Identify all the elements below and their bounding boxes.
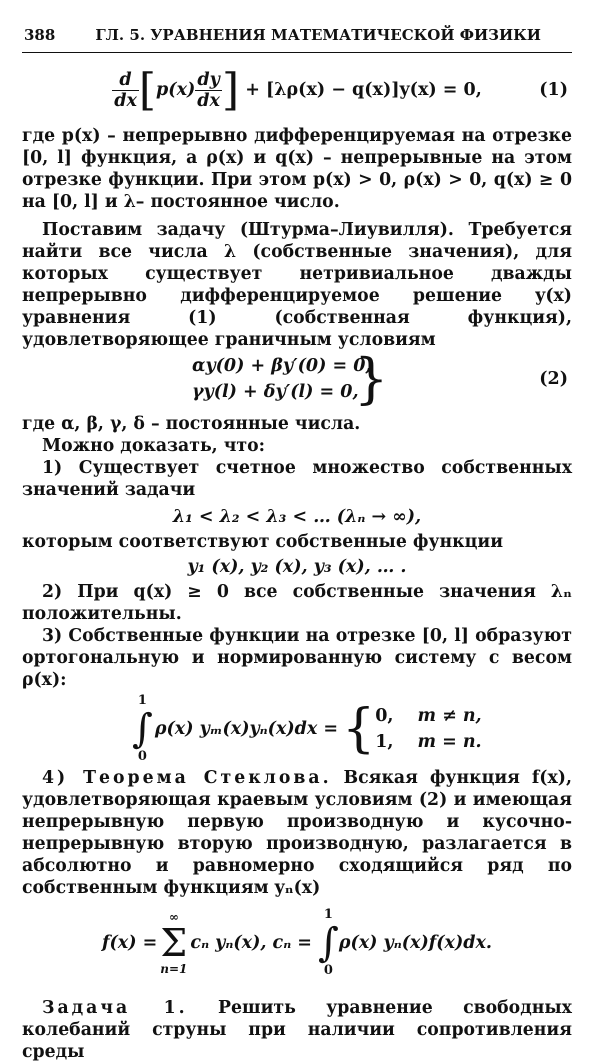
coefficient-integrand: ρ(x) yₙ(x)f(x)dx. (338, 933, 493, 953)
eigenfunction-sequence: y₁ (x), y₂ (x), y₃ (x), … . (187, 557, 407, 577)
series-equation (22, 903, 572, 981)
task-label: Задача 1. (42, 998, 188, 1018)
orth-cases: 0, m ≠ n, 1, m = n. (375, 706, 482, 752)
boundary-conditions (192, 353, 371, 405)
task-text: Решить уравнение свободных колебаний струны при наличии сопротивления среды (22, 998, 572, 1062)
steklov-theorem-label: 4) Теорема Стеклова. (42, 768, 332, 788)
eq1-label: (1) (539, 80, 568, 100)
item-3: 3) Собственные функции на отрезке [0, l] образуют ортогональную и нормированную систему с весом ρ(x): (22, 626, 572, 690)
eq1-dy-dx: $\frac{dy}{dx}$ (197, 70, 220, 111)
eq1-d-dx: $\frac{d}{dx}$ (114, 70, 137, 111)
eigenvalue-sequence: λ₁ < λ₂ < λ₃ < … (λₙ → ∞), (172, 507, 422, 527)
series-term: cₙ yₙ(x), cₙ = (190, 933, 312, 953)
paragraph-constants: где α, β, γ, δ – постоянные числа. (22, 414, 361, 434)
orthogonality-equation: 1 ∫ 0 ρ(x) yₘ(x)yₙ(x)dx = { 0, m ≠ n, 1, m = n. (132, 693, 482, 764)
item-1-continued: которым соответствуют собственные функции (22, 532, 504, 552)
equation-1: $\frac{d}{dx}$ [p(x) $\frac{dy}{dx}$ ] + [λρ(x) − q(x)]y(x) = 0, (1) (22, 61, 572, 119)
task-1 (22, 997, 572, 1063)
paragraph-problem: Поставим задачу (Штурма–Лиувилля). Требуется найти все числа λ (собственные значения), для которых существует нетривиальное дважды непрерывно дифференцируемое решение y(x) уравнения (1) (собственная функция), удовлетворяющее граничным условиям (22, 220, 572, 350)
series-lhs: f(x) = (102, 933, 158, 953)
chapter-title: ГЛ. 5. УРАВНЕНИЯ МАТЕМАТИЧЕСКОЙ ФИЗИКИ (95, 26, 541, 44)
sum-sign: ∞ Σ n=1 (160, 910, 188, 976)
steklov-theorem-text: Всякая функция f(x), удовлетворяющая краевым условиям (2) и имеющая непрерывную первую производную и кусочно-непрерывную вторую производную, разлагается в абсолютно и равномерно сходящийся ряд по собственным функциям yₙ(x) (22, 768, 572, 898)
paragraph-prove: Можно доказать, что: (42, 436, 265, 456)
eq1-rest: + [λρ(x) − q(x)]y(x) = 0, (245, 80, 482, 100)
coefficient-integral-sign: 1 ∫ 0 (317, 907, 339, 978)
bc-line-2: γy(l) + δy′(l) = 0, (192, 382, 359, 402)
orth-integrand: ρ(x) yₘ(x)yₙ(x)dx = (154, 719, 339, 739)
item-1: 1) Существует счетное множество собственных значений задачи (22, 458, 572, 500)
paragraph-definitions: где p(x) – непрерывно дифференцируемая на отрезке [0, l] функция, а ρ(x) и q(x) – непрерывные на этом отрезке функции. При этом p(x) > 0, ρ(x) > 0, q(x) ≥ 0 на [0, l] и λ– постоянное число. (22, 126, 572, 212)
integral-sign: 1 ∫ 0 (132, 693, 153, 764)
book-page (22, 26, 572, 1063)
equation-2: αy(0) + βy′(0) = 0, γy(l) + δy′(l) = 0, } (2) (192, 347, 568, 410)
bc-line-1: αy(0) + βy′(0) = 0, (192, 356, 372, 376)
running-header (22, 26, 572, 53)
item-4 (22, 767, 572, 899)
page-number: 388 (24, 26, 56, 44)
eq1-p: p(x) (156, 80, 196, 100)
item-2: 2) При q(x) ≥ 0 все собственные значения λₙ положительны. (22, 582, 572, 624)
eq2-label: (2) (539, 369, 568, 389)
